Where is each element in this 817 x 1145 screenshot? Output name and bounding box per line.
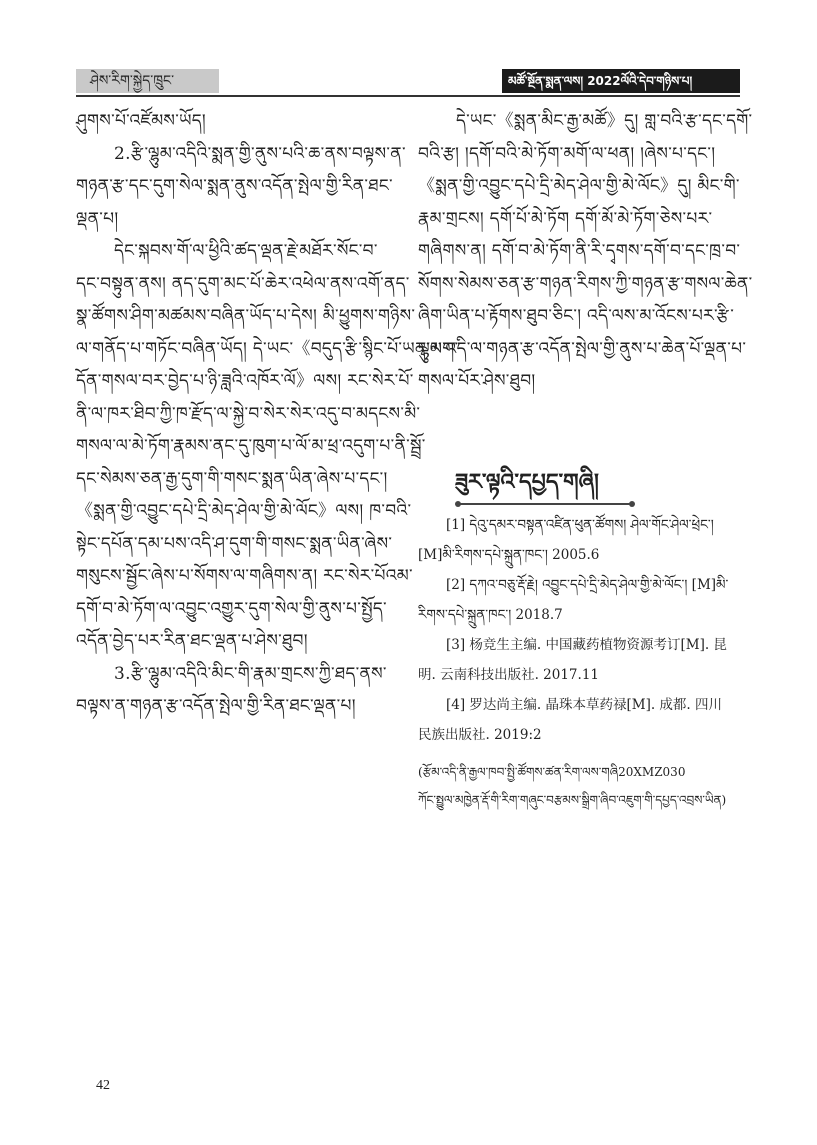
reference-line: རིགས་དཔེ་སྐྲུན་ཁང་། 2018.7 [418,607,563,623]
text-line: སོགས་སེམས་ཅན་རྩ་གཉན་རིགས་ཀྱི་གཉན་རྩ་གསལ་ཆེན་ [418,273,753,294]
text-line: སྟེང་དཔོན་དམ་པས་འདི་ཤ་དུག་གི་གསང་སྨན་ཡིན་ཞེས་ [76,533,393,554]
rule-dot-right [629,501,635,507]
text-line: གཞིགས་ན། དགོ་བ་མེ་ཏོག་ནི་རི་དྭགས་དགོ་བ་དང་ཁྲ་བ་ [418,241,741,261]
journal-section-label: ཤེས་རིག་སྐྱེད་ཁྲུང་ [76,69,219,93]
text-line: ཤུགས་པོ་འཛོམས་ཡོད། [76,111,206,131]
header-rule [76,95,740,97]
reference-line: [1] དེའུ་དམར་བསྟན་འཛིན་ཕུན་ཚོགས། ཤེལ་གོང་ཤེལ་ཕྲེང་། [446,517,714,533]
text-line: གཉན་རྩ་དང་དུག་སེལ་སྨན་ནུས་འདོན་སྤེལ་གྱི་རིན་ཐང་ [76,176,393,196]
right-text-column [418,105,753,398]
text-line: རྣམ་གྲངས། དགོ་པོ་མེ་ཏོག དགོ་མོ་མེ་ཏོག་ཅེས་པར་ [418,208,713,229]
reference-list [418,510,740,750]
text-line: 3.རྩི་ལྷུམ་འདིའི་མིང་གི་རྣམ་གྲངས་ཀྱི་ཐད་ནས་ [114,663,387,684]
text-line: དོན་གསལ་བར་བྱེད་པ་ཉི་ཟླའི་འཁོར་ལོ》ལས། རང་སེར་པོ་ [76,371,414,391]
text-line: འདོན་བྱེད་པར་རིན་ཐང་ལྡན་པ་ཤེས་ཐུབ། [76,631,308,651]
text-line: གསུངས་སྦྱོང་ཞེས་པ་སོགས་ལ་གཞིགས་ན། རང་སེར་པོའམ་ [76,566,413,586]
funding-line: (རྩོམ་འདི་ནི་རྒྱལ་ཁབ་སྤྱི་ཚོགས་ཚན་རིག་ལས་གཞི20XMZ030 [418,765,686,779]
rule-line [459,503,631,505]
reference-line: [M]མི་རིགས་དཔེ་སྐྲུན་ཁང་། 2005.6 [418,547,600,563]
funding-line: ཀོང་སྤྱུལ་མཁྱེན་རྡོ་གི་རིག་གཞུང་བརྩམས་སྒྲིག་ཞིབ་འཇུག་གི་དཔྱད་འབྲས་ཡིན) [418,793,727,807]
text-line: བལྟས་ན་གཉན་རྩ་འདོན་སྤེལ་གྱི་རིན་ཐང་ལྡན་པ། [76,696,356,716]
journal-issue-label: མཚོ་སྔོན་སྨན་ལས། 2022ལོའི་དེབ་གཉིས་པ། [502,69,740,93]
page-number: 42 [96,1078,110,1093]
text-line: གསལ་པོར་ཤེས་ཐུབ། [418,371,536,391]
text-line: 2.རྩི་ལྷུམ་འདིའི་སྨན་གྱི་ནུས་པའི་ཆ་ནས་བལྟས་ན་ [114,143,406,164]
text-line: 《སྨན་གྱི་འབྱུང་དཔེ་དྲི་མེད་ཤེལ་གྱི་མེ་ལོང》ལས། ཁ་བའི་ [76,501,412,521]
text-line: སྣ་ཚོགས་ཤིག་མཚམས་བཞིན་ཡོད་པ་དེས། མི་ཕྱུགས་གཉིས་ [76,306,416,326]
reference-line: 明. 云南科技出版社. 2017.11 [418,667,599,683]
reference-line: [3] 杨竞生主编. 中国藏药植物资源考订[M]. 昆 [446,637,727,653]
text-line: དང་བསྟུན་ནས། ནད་དུག་མང་པོ་ཆེར་འཕེལ་ནས་འགོ་ནད་ [76,273,410,294]
left-text-column [76,105,459,723]
references-heading-block [455,465,635,507]
text-line: གསལ་ལ་མེ་ཏོག་རྣམས་ནང་དུ་ཁུག་པ་ལོ་མ་ཕྲ་འདུག་པ་ནི་སྦྲོ་ [76,436,426,456]
reference-line: [2] དཀའ་བཅུ་རྡོ་རྗེ། འབྱུང་དཔེ་དྲི་མེད་ཤེལ་གྱི་མེ་ལོང་། [M]མི་ [446,577,729,593]
text-line: དང་སེམས་ཅན་རྒྱ་དུག་གི་གསང་སྨན་ཡིན་ཞེས་པ་དང་། [76,468,388,489]
reference-line: 民族出版社. 2019:2 [418,727,542,743]
text-line: བའི་རྩ། །དགོ་བའི་མེ་ཏོག་མགོ་ལ་ཕན། །ཞེས་པ་དང་། [418,143,716,164]
text-line: ནི་ལ་ཁར་ཐིབ་ཀྱི་ཁ་རྫོད་ལ་སྐྱེ་བ་སེར་སེར་འདུ་བ་མདངས་མི་ [76,403,421,424]
text-line: དེང་སྐབས་གོ་ལ་ཕྱིའི་ཚད་ལྡན་རྗེ་མཐོར་སོང་བ་ [114,241,378,261]
funding-note [418,758,740,814]
text-line: ལྡན་པ། [76,208,119,229]
references-heading-rule [455,501,635,507]
text-line: ལ་གནོད་པ་གཏོང་བཞིན་ཡོད། དེ་ཡང་《བདུད་རྩི་སྙིང་པོ་ཡན་ལག་ [76,338,459,359]
text-line: དགོ་བ་མེ་ཏོག་ལ་འབྱུང་འགྱུར་དུག་སེལ་གྱི་ནུས་པ་སྤྱོད་ [76,598,387,619]
reference-line: [4] 罗达尚主编. 晶珠本草药禄[M]. 成都. 四川 [446,697,723,713]
text-line: ལྷུམ་འདི་ལ་གཉན་རྩ་འདོན་སྤེལ་གྱི་ནུས་པ་ཆེན་པོ་ལྡན་པ་ [418,338,747,359]
references-heading: ཟུར་ལྟའི་དཔྱད་གཞི། [455,469,599,495]
text-line: དེ་ཡང་《སྨན་མིང་རྒྱ་མཚོ》དུ། གླ་བའི་རྩ་དང་དགོ་ [456,111,753,131]
text-line: ཞིག་ཡིན་པ་རྟོགས་ཐུབ་ཅིང་། འདི་ལས་མ་འོངས་པར་རྩི་ [418,306,735,326]
text-line: 《སྨན་གྱི་འབྱུང་དཔེ་དྲི་མེད་ཤེལ་གྱི་མེ་ལོང》དུ། མིང་གི་ [418,176,740,196]
